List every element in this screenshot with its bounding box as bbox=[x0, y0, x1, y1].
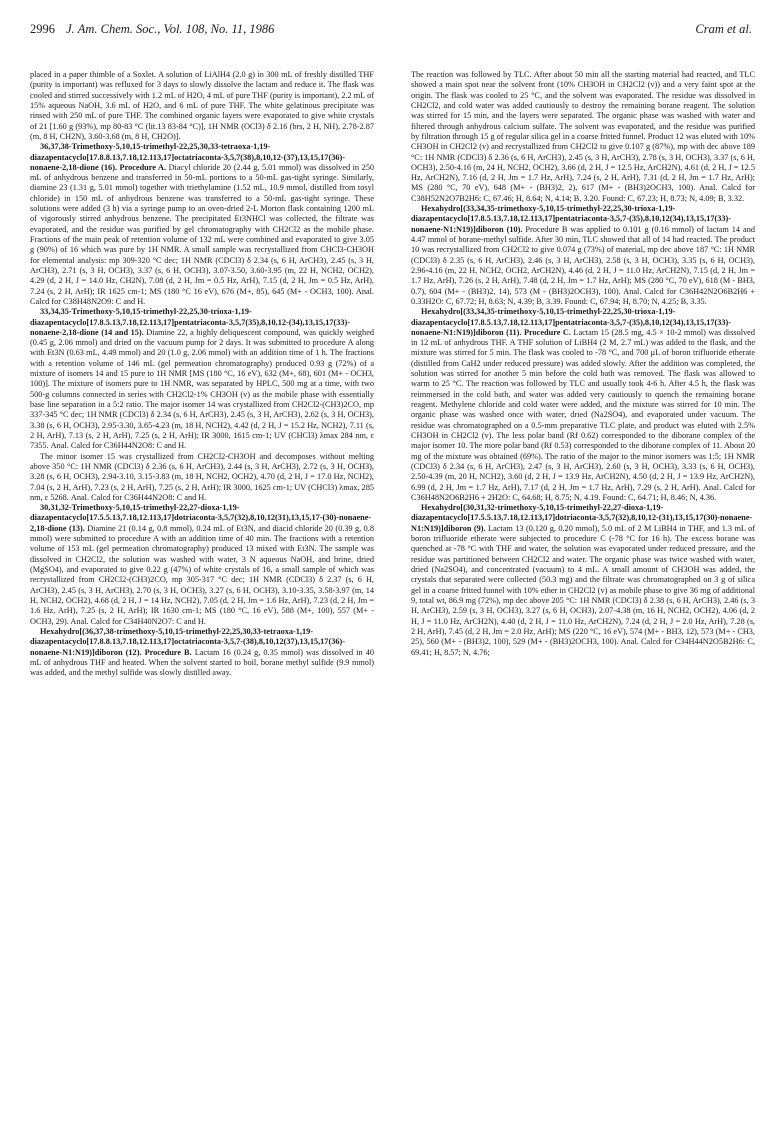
paragraph bbox=[411, 70, 755, 204]
left-column bbox=[30, 70, 374, 678]
compound-heading: Hexahydro[(30,31,32-trimethoxy-5,10,15-trimethyl-22,27-dioxa-1,19-diazapentacyclo[17.5.5.13,7.18,12.113,17]dotriaconta-3,5,7(32),8,10,12-(31),13,15,17(30)-nonaene-N1:N19)]diboron (9). bbox=[411, 503, 753, 533]
paragraph bbox=[30, 627, 374, 679]
paragraph-text: Diamine 22, a highly deliquescent compound, was quickly weighed (0.45 g, 2.06 mmol) and dried on the vacuum pump for 2 days. It was submitted to procedure A along with Et3N (0.63 mL, 4.49 mmol) and 20 (1.0 g, 2.06 mmol) with an addition time of 1 h. The fractions with a retention volume of 146 mL (gel permeation chromatography) produced 0.93 g (72%) of a mixture of isomers 14 and 15 pure to 1H NMR [MS (180 °C, 16 eV), 632 (M+, 68), 601 (M+ - OCH3, 100)]. The mixture of isomers pure to 1H NMR, was separated by HPLC, 500 mg at a time, with two 500-g columns connected in series with CH2Cl2-1% CH3OH (v) as the mobile phase with essentially base line separation in a 5:2 ratio. The major isomer 14 was crystallized from CH2Cl2-(CH3)2CO, mp 337-345 °C dec; 1H NMR (CDCl3) δ 2.34 (s, 6 H, ArCH3), 2.45 (s, 3 H, ArCH3), 2.62 (s, 3 H, OCH3), 3.38 (s, 6 H, OCH3), 2.95-3.30, 3.65-4.23 (m, 18 H, NCH2), 4.42 (d, 2 H, J = 15.2 Hz, NCH2), 7.11 (s, 2 H, ArH), 7.13 (s, 2 H, ArH), 7.25 (s, 2 H, ArH); IR 3000, 1615 cm-1; UV (CHCl3) λmax 284 nm, ε 7355. Anal. Calcd for C36H44N2O8: C and H. bbox=[30, 327, 374, 451]
paragraph-text: Lactam 13 (0.120 g, 0.20 mmol), 5.0 mL of 2 M LiBH4 in THF, and 1.3 mL of boron trifluoride etherate were subjected to procedure C (-78 °C for 16 h). The excess borane was quenched at -78 °C with THF and water, the solution was evaporated under reduced pressure, and the residue was partitioned between CH2Cl2 and water. The organic phase was twice washed with water, dried (Na2SO4), and concentrated (vacuum) to 4 mL. A small amount of CH3OH was added, the crystals that separated were collected (50.3 mg) and the filtrate was chromatographed on 3 g of silica gel in a coarse fritted funnel with 10% ether in CH2Cl2 (v) as mobile phase to give 36 mg of additional 9, total wt, 86.9 mg (72%), mp dec above 205 °C: 1H NMR (CDCl3) δ 2.38 (s, 6 H, ArCH3), 2.46 (s, 3 H, ArCH3), 2.59 (s, 3 H, OCH3), 3.27 (s, 6 H, OCH3), 2.07-4.38 (m, 16 H, NCH2, OCH2), 4.06 (d, 2 H, J = 11.0 Hz, ArCH2N), 4.40 (d, 2 H, J = 11.0 Hz, ArCH2N), 7.24 (d, 2 H, J = 2.0 Hz, ArH), 7.28 (s, 2 H, ArH), 7.45 (d, 2 H, Jm = 2.0 Hz, ArH); MS (220 °C, 16 eV), 574 (M+ - BH3, 12), 573 (M+ - CH3, 25), 560 (M+ - (BH3)2, 100), 529 (M+ - (BH3)2OCH3, 100). Anal. Calcd for C34H44N2O5B2H6: C, 69.41; H, 8.57; N, 4.76; bbox=[411, 523, 755, 657]
paragraph bbox=[30, 307, 374, 451]
paragraph bbox=[30, 503, 374, 627]
header-left bbox=[30, 22, 274, 37]
paragraph-text: The reaction was followed by TLC. After about 50 min all the starting material had reacted, and TLC showed a main spot near the solvent front (10% CH3OH in CH2Cl2 (v)) and a very faint spot at the origin. The flask was cooled to 25 °C, and the solvent was evaporated. The residue was dissolved in CH2Cl2, and cold water was added cautiously to destroy the remaining borane reagent. The solution was stirred for 15 min, and the layers were separated. The organic phase was washed with water and filtered through anhydrous calcium sulfate. The solvent was evaporated, and the residue was purified by filtration through 15 g of regular silica gel in a coarse fritted funnel. Product 12 was eluted with 10% CH3OH in CH2Cl2 (v) and recrystallized from CH2Cl2 to give 0.107 g (87%), mp with dec above 189 °C: 1H NMR (CDCl3) δ 2.36 (s, 6 H, ArCH3), 2.45 (s, 3 H, ArCH3), 2.78 (s, 3 H, OCH3), 3.37 (s, 6 H, OCH3), 2.50-4.16 (m, 24 H, NCH2, OCH2), 3.66 (d, 2 H, J = 12.5 Hz, ArCH2N), 4.61 (d, 2 H, J = 12.5 Hz, ArCH2N), 7.16 (d, 2 H, Jm = 1.7 Hz, ArH), 7.24 (s, 2 H, ArH), 7.31 (d, 2 H, Jm = 1.7 Hz, ArH); MS (280 °C, 70 eV), 648 (M+ - (BH3)2, 2), 617 (M+ - (BH3)2OCH3, 100). Anal. Calcd for C38H52N2O7B2H6: C, 67.46; H, 8.64; N, 4.14; B, 3.20. Found: C, 67.23; H, 8.73; N, 4.09; B, 3.32. bbox=[411, 70, 755, 203]
paragraph bbox=[30, 452, 374, 504]
compound-heading: 33,34,35-Trimethoxy-5,10,15-trimethyl-22,25,30-trioxa-1,19-diazapentacyclo[17.8.5.13,7.18,12.113,17]pentatriaconta-3,5,7(35),8,10,12-(34),13,15,17(33)-nonaene-2,18-dione (14 and 15). bbox=[30, 307, 351, 337]
journal-citation: J. Am. Chem. Soc., Vol. 108, No. 11, 1986 bbox=[66, 22, 275, 36]
paragraph-text: Procedure B was applied to 0.101 g (0.16 mmol) of lactam 14 and 4.47 mmol of borane-methyl sulfide. After 30 min, TLC showed that all of 14 had reacted. The product 10 was recrystallized from CH2Cl2 to give 0.074 g (73%) of material, mp dec above 187 °C: 1H NMR (CDCl3) δ 2.35 (s, 6 H, ArCH3), 2.46 (s, 3 H, ArCH3), 2.58 (s, 3 H, OCH3), 3.35 (s, 6 H, OCH3), 2.96-4.16 (m, 22 H, NCH2, OCH2, ArCH2N), 4.46 (d, 2 H, J = 11.0 Hz, ArCH2N), 7.15 (d, 2 H, Jm = 1.7 Hz, ArH), 7.26 (s, 2 H, ArH), 7.48 (d, 2 H, Jm = 1.7 Hz, ArH); MS (280 °C, 70 eV), 618 (M - BH3, 0.7), 604 (M+ - (BH3)2, 14), 573 (M - (BH3)2OCH3), 100). Anal. Calcd for C36H42N2O6B2H6 + 0.33H2O: C, 67.72; H, 8.63; N, 4.39; B, 3.39. Found: C, 67.94; H, 8.70; N, 4.25; B, 3.35. bbox=[411, 224, 755, 306]
compound-heading: Hexahydro[(36,37,38-trimethoxy-5,10,15-trimethyl-22,25,30,33-tetraoxa-1,19-diazapentacyclo[17.8.8.13,7.18,12.113,17]octatriaconta-3,5,7-(38),8,10,12(37),13,15,17(36)-nonaene-N1:N19)]diboron (12). Procedure B. bbox=[30, 626, 345, 657]
paragraph-text: Lactam 15 (28.5 mg, 4.5 × 10-2 mmol) was dissolved in 12 mL of anhydrous THF. A THF solution of LiBH4 (2 M, 2.7 mL) was added to the flask, and the mixture was stirred for 5 min. The flask was cooled to -78 °C, and 700 μL of boron trifluoride etherate (distilled from CaH2 under reduced pressure) was added slowly. After the addition was completed, the solution was stirred for another 5 min before the cold bath was removed. The flask was allowed to warm to 25 °C. The reaction was followed by TLC and usually took 4-6 h. After 4.5 h, the flask was reimmersed in the cold bath, and water was added very cautiously to quench the remaining borane reagent. Methylene chloride and cold water were added, and the mixture was stirred for 10 min. The organic phase was washed once with water, dried (Na2SO4), and evaporated under vacuum. The residue was chromatographed on a 0.5-mm preparative TLC plate, and product was eluted with 2.5% CH3OH in CH2Cl2 (v). The less polar band (Rf 0.62) corresponded to the diborane complex of the major isomer 10. The more polar band (Rf 0.53) corresponded to the diborane complex of 11. About 20 mg of the mixture was obtained (69%). The ratio of the major to the minor isomers was 1:5; 1H NMR (CDCl3) δ 2.34 (s, 6 H, ArCH3), 2.47 (s, 3 H, ArCH3), 2.60 (s, 3 H, OCH3), 3.33 (s, 6 H, OCH3), 2.50-4.39 (m, 20 H, NCH2), 3.60 (d, 2 H, J = 13.9 Hz, ArCH2N), 4.50 (d, 2 H, J = 13.9 Hz, ArCH2N), 6.99 (d, 2 H, Jm = 1.7 Hz, ArH), 7.17 (d, 2 H, Jm = 1.7 Hz, ArH), 7.29 (s, 2 H, ArH). Anal. Calcd for C36H48N2O6B2H6 + 2H2O: C, 64.68; H, 8.75; N, 4.19. Found: C, 64.71; H, 8.46; N, 4.36. bbox=[411, 327, 755, 502]
running-authors: Cram et al. bbox=[695, 22, 752, 36]
paragraph bbox=[30, 142, 374, 307]
paragraph-text: The minor isomer 15 was crystallized from CH2Cl2-CH3OH and decomposes without melting above 350 °C: 1H NMR (CDCl3) δ 2.36 (s, 6 H, ArCH3), 2.44 (s, 3 H, ArCH3), 2.72 (s, 3 H, OCH3), 3.28 (s, 6 H, OCH3), 2.94-3.10, 3.15-3.83 (m, 18 H, NCH2, OCH2), 4.70 (d, 2 H, J = 17.0 Hz, NCH2), 7.04 (s, 2 H, ArH), 7.23 (s, 2 H, ArH), 7.25 (s, 2 H, ArH); IR 3000, 1625 cm-1; UV (CHCl3) λmax, 285 nm, ε 5268. Anal. Calcd for C36H44N2O8: C and H. bbox=[30, 451, 374, 502]
paragraph bbox=[411, 307, 755, 503]
paragraph bbox=[411, 503, 755, 658]
compound-heading: Hexahydro[(33,34,35-trimethoxy-5,10,15-trimethyl-22,25,30-trioxa-1,19-diazapentacyclo[17.8.5.13,7.18,12.113,17]pentatriaconta-3,5,7-(35),8,10,12(34),13,15,17(33)-nonaene-N1:N19)]diboron (10). bbox=[411, 204, 732, 234]
page-number: 2996 bbox=[30, 22, 55, 36]
paragraph-text: Diamine 21 (0.14 g, 0.8 mmol), 0.24 mL of Et3N, and diacid chloride 20 (0.39 g, 0.8 mmol) were submitted to procedure A with an addition time of 40 min. The fractions with a retention volume of 153 mL (gel permeation chromatography) produced 13 mixed with Et3N. The sample was dissolved in CH2Cl2, the solution was washed with water, 3 N aqueous NaOH, and brine, dried (MgSO4), and evaporated to give 0.22 g (47%) of white crystals of 16, a small sample of which was recrystallized from CH2Cl2-(CH3)2CO, mp 305-317 °C dec; 1H NMR (CDCl3) δ 2.37 (s, 6 H, ArCH3), 2.45 (s, 3 H, ArCH3), 2.70 (s, 3 H, OCH3), 3.27 (s, 6 H, OCH3), 3.10-3.35, 3.58-3.97 (m, 14 H, NCH2, OCH2), 4.68 (d, 2 H, J = 14 Hz, NCH2), 7.05 (d, 2 H, Jm = 1.6 Hz, ArH), 7.23 (d, 2 H, Jm = 1.6 Hz, ArH), 7.25 (s, 2 H, ArH); IR 1630 cm-1; MS (180 °C, 16 eV), 588 (M+, 100), 557 (M+ - OCH3, 29). Anal. Calcd for C34H40N2O7: C and H. bbox=[30, 523, 374, 626]
compound-heading: 36,37,38-Trimethoxy-5,10,15-trimethyl-22,25,30,33-tetraoxa-1,19-diazapentacyclo[17.8.8.13,7.18,12.113,17]octatriaconta-3,5,7(38),8,10,12-(37),13,15,17(36)-nonaene-2,18-dione (16). Procedure A. bbox=[30, 142, 345, 172]
compound-heading: Hexahydro[(33,34,35-trimethoxy-5,10,15-trimethyl-22,25,30-trioxa-1,19-diazapentacyclo[17.8.5.13,7.18,12.113,17]pentatriaconta-3,5,7-(35),8,10,12(34),13,15,17(33)-nonaene-N1:N19)]diboron (11). Procedure C. bbox=[411, 307, 732, 337]
compound-heading: 30,31,32-Trimethoxy-5,10,15-trimethyl-22,27-dioxa-1,19-diazapentacyclo[17.5.5.13,7.18,12.113,17]dotriaconta-3,5,7(32),8,10,12(31),13,15,17-(30)-nonaene-2,18-dione (13). bbox=[30, 503, 372, 533]
right-column bbox=[411, 70, 755, 658]
paragraph-text: Diacyl chloride 20 (2.44 g, 5.01 mmol) was dissolved in 250 mL of anhydrous benzene and transferred in 50-mL portions to a 50-mL gas-tight syringe. Similarly, diamine 23 (1.31 g, 5.01 mmol) together with triethylamine (1.52 mL, 10.9 mmol, distilled from tosyl chloride) in 150 mL of anhydrous benzene was transferred to a 50-mL gas-tight syringe. These solutions were added (3 h) via a syringe pump to an oven-dried 2-L Morton flask containing 1200 mL of vigorously stirred anhydrous benzene. The precipitated Et3NHCl was collected, the filtrate was evaporated, and the residue was purified by gel chromatography with CH2Cl2 as the mobile phase. Fractions of the main peak of retention volume of 132 mL were combined and evaporated to give 3.05 g (90%) of 16 which was pure by 1H NMR. A small sample was recrystallized from CHCl3-CH3OH for elemental analysis: mp 309-320 °C dec; 1H NMR (CDCl3) δ 2.34 (s, 6 H, ArCH3), 2.45 (s, 3 H, ArCH3), 2.71 (s, 3 H, OCH3), 3.37 (s, 6 H, OCH3), 3.07-3.50, 3.60-3.95 (m, 22 H, NCH2, OCH2), 4.29 (d, 2 H, J = 14.0 Hz, CH2N), 7.08 (d, 2 H, Jm = 0.5 Hz, ArH), 7.15 (d, 2 H, Jm = 0.5 Hz, ArH), 7.24 (s, 2 H, ArH); IR 1625 cm-1; MS (180 °C 16 eV), 676 (M+, 85), 645 (M+ - OCH3, 100). Anal. Calcd for C38H48N2O9: C and H. bbox=[30, 162, 374, 306]
paragraph bbox=[30, 70, 374, 142]
paragraph-text: placed in a paper thimble of a Soxlet. A solution of LiAlH4 (2.0 g) in 300 mL of freshly distilled THF (purity is important) was refluxed for 3 days to slowly dissolve the lactam and reduce it. The flask was cooled and stirred successively with 1.2 mL of H2O, 4 mL of pure THF (purity is important), 2.2 mL of 15% aqueous NaOH, 3.6 mL of H2O, and 6 mL of pure THF. The white gelatinous precipitate was rinsed with 250 mL of pure THF. The combined organic layers were evaporated to give white crystals of 21 [1.60 g (93%), mp 80-83 °C (lit.13 83-84 °C)], 1H NMR (OCl3) δ 2.16 (brs, 2 H, NH), 2.78-2.87 (m, 8 H, CH2N), 3.60-3.68 (m, 8 H, CH2O)]. bbox=[30, 70, 374, 141]
page-header bbox=[30, 22, 754, 42]
paragraph bbox=[411, 204, 755, 307]
paragraph-text: Lactam 16 (0.24 g, 0.35 mmol) was dissolved in 40 mL of anhydrous THF and heated. When the solvent started to boil, borane methyl sulfide (9.9 mmol) was added, and the methyl sulfide was slowly distilled away. bbox=[30, 647, 374, 678]
